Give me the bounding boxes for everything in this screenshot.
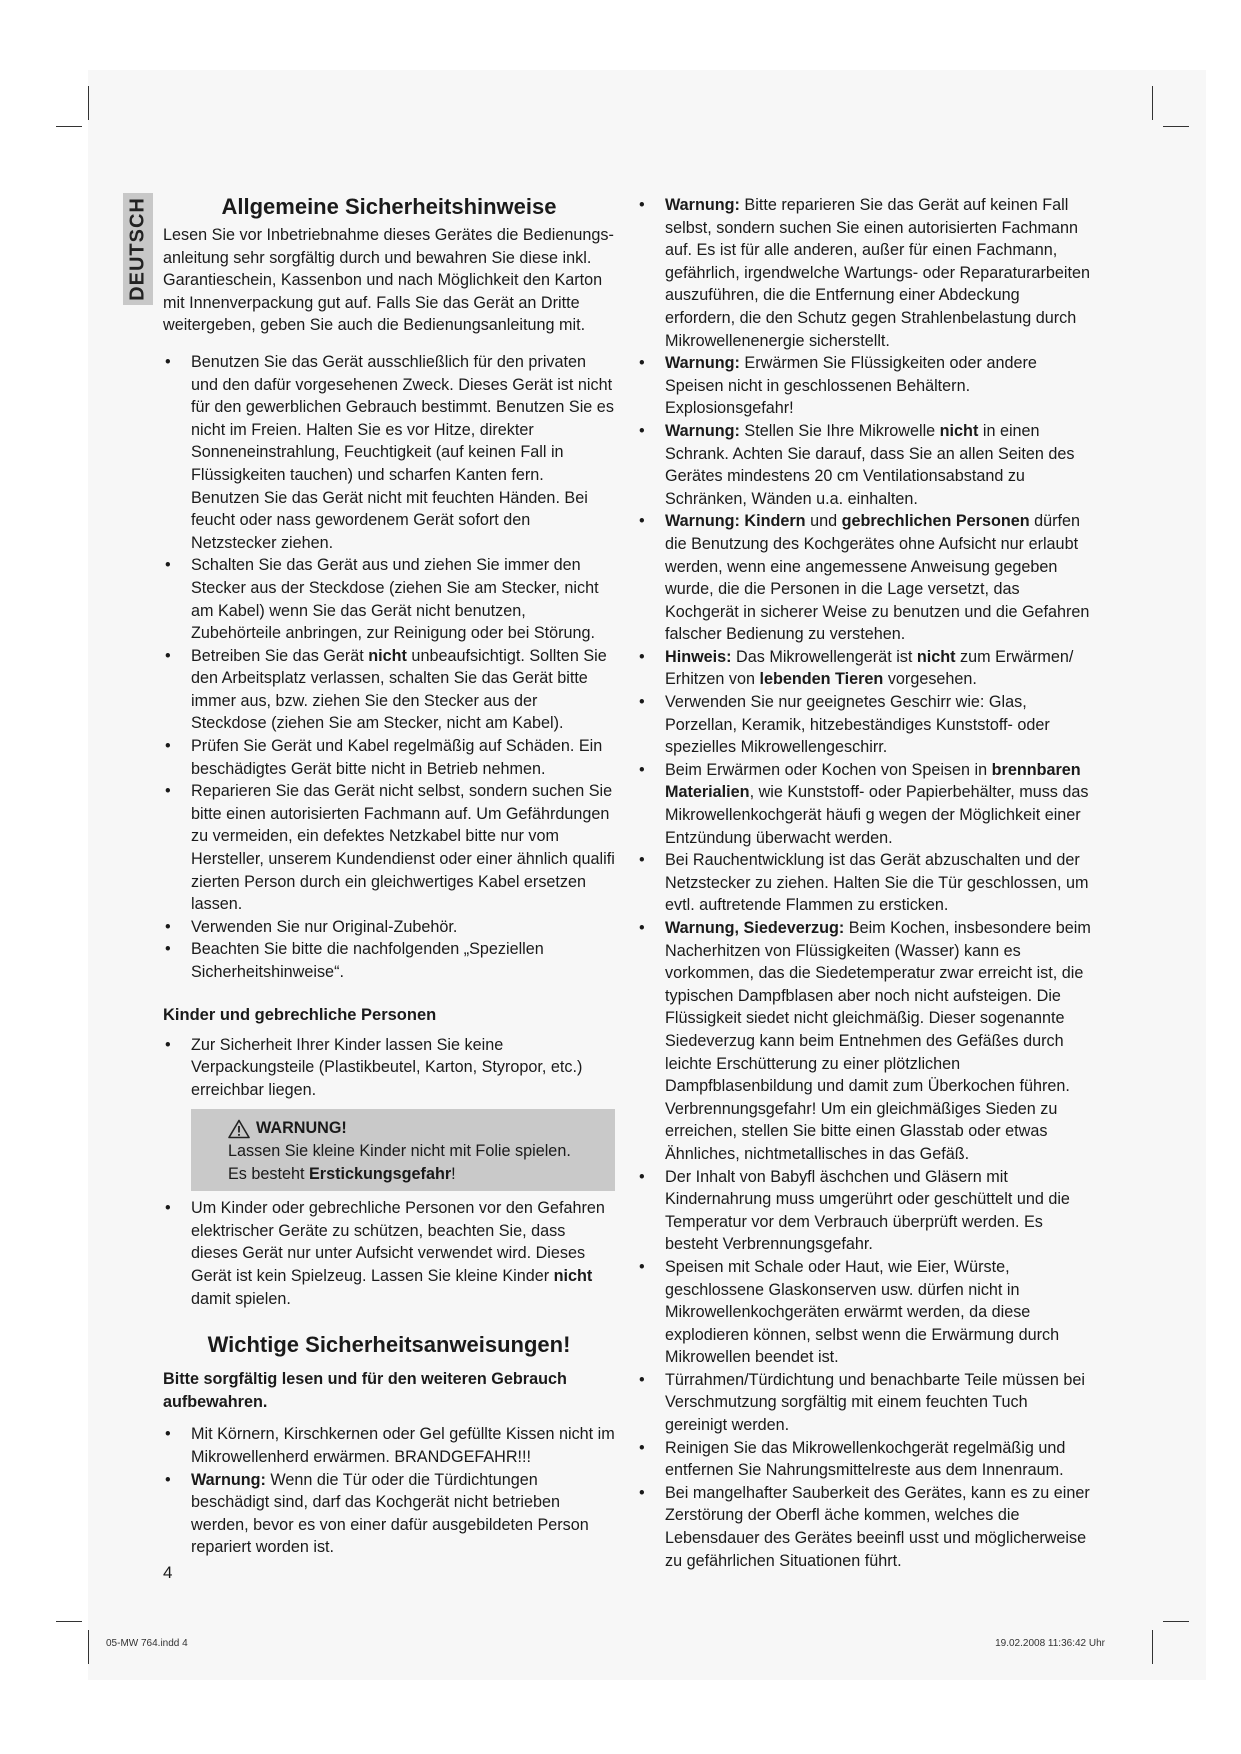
important-safety-list [163, 1423, 615, 1559]
warning-line: Lassen Sie kleine Kinder nicht mit Folie spielen. [228, 1141, 571, 1160]
list-item: • Warnung: Erwärmen Sie Flüssigkeiten oder andere Speisen nicht in geschlossenen Behältern. Explosionsgefahr! [637, 352, 1092, 420]
list-item: • Hinweis: Das Mikrowellengerät ist nicht zum Erwärmen/ Erhitzen von lebenden Tieren vorgesehen. [637, 646, 1092, 691]
list-item: • Verwenden Sie nur Original-Zubehör. [163, 916, 615, 939]
warning-triangle-icon [228, 1119, 250, 1139]
list-item: • Benutzen Sie das Gerät ausschließlich für den privaten und den dafür vorgesehenen Zweck. Dieses Gerät ist nicht für den gewerblichen Gebrauch bestimmt. Benutzen Sie es nicht im Freien. Halten Sie es vor Hitze, direkter Sonneneinstrahlung, Feuchtigkeit (auf keinen Fall in Flüssigkeiten tauchen) und scharfen Kanten fern. Benutzen Sie das Gerät nicht mit feuchten Händen. Bei feucht oder nass gewordenem Gerät sofort den Netzstecker ziehen. [163, 351, 615, 554]
crop-mark [1152, 1630, 1153, 1664]
section-title-important: Wichtige Sicherheitsanweisungen! [207, 1332, 571, 1358]
list-item: • Türrahmen/Türdichtung und benachbarte Teile müssen bei Verschmutzung sorgfältig mit einem feuchten Tuch gereinigt werden. [637, 1369, 1092, 1437]
list-item: • Beim Erwärmen oder Kochen von Speisen in brennbaren Materialien, wie Kunststoff- oder Papierbehälter, muss das Mikrowellenkochgerät häufi g wegen der Möglichkeit einer Entzündung überwacht werden. [637, 759, 1092, 849]
crop-mark [1163, 1621, 1189, 1622]
crop-mark [88, 86, 89, 120]
children-safety-list-2 [163, 1197, 615, 1310]
list-item: • Mit Körnern, Kirschkernen oder Gel gefüllte Kissen nicht im Mikrowellenherd erwärmen. BRANDGEFAHR!!! [163, 1423, 615, 1468]
warning-title: WARNUNG! [228, 1117, 605, 1140]
intro-paragraph: Lesen Sie vor Inbetriebnahme dieses Gerätes die Bedienungsanleitung sehr sorgfältig durch und bewahren Sie diese inkl. Garantieschein, Kassenbon und nach Möglichkeit den Karton mit Innenverpackung gut auf. Falls Sie das Gerät an Dritte weitergeben, geben Sie auch die Bedienungsanleitung mit. [163, 226, 614, 335]
general-safety-list [163, 351, 615, 984]
list-item: • Bei mangelhafter Sauberkeit des Gerätes, kann es zu einer Zerstörung der Oberfl äche kommen, welches die Lebensdauer des Gerätes beeinfl usst und möglicherweise zu gefährlichen Situationen führt. [637, 1482, 1092, 1572]
list-item: • Prüfen Sie Gerät und Kabel regelmäßig auf Schäden. Ein beschädigtes Gerät bitte nicht in Betrieb nehmen. [163, 735, 615, 780]
crop-mark [56, 126, 82, 127]
list-item: • Warnung: Kindern und gebrechlichen Personen dürfen die Benutzung des Kochgerätes ohne Aufsicht nur erlaubt werden, wenn eine angemessene Anweisung gegeben wurde, die die Personen in die Lage versetzt, das Kochgerät in sicherer Weise zu benutzen und die Gefahren falscher Bedienung zu verstehen. [637, 510, 1092, 646]
subsection-title-children: Kinder und gebrechliche Personen [163, 1005, 437, 1024]
language-tab [123, 193, 153, 305]
list-item: • Beachten Sie bitte die nachfolgenden „Speziellen Sicherheitshinweise“. [163, 938, 615, 983]
crop-mark [56, 1621, 82, 1622]
list-item: • Bei Rauchentwicklung ist das Gerät abzuschalten und der Netzstecker zu ziehen. Halten Sie die Tür geschlossen, um evtl. auftretende Flammen zu ersticken. [637, 849, 1092, 917]
microwave-safety-list [637, 194, 1092, 1572]
print-slug-file: 05-MW 764.indd 4 [106, 1638, 188, 1649]
list-item: • Um Kinder oder gebrechliche Personen vor den Gefahren elektrischer Geräte zu schützen, beachten Sie, dass dieses Gerät nur unter Aufsicht verwendet wird. Dieses Gerät ist kein Spielzeug. Lassen Sie kleine Kinder nicht damit spielen. [163, 1197, 615, 1310]
print-slug-date: 19.02.2008 11:36:42 Uhr [995, 1638, 1105, 1649]
list-item: • Verwenden Sie nur geeignetes Geschirr wie: Glas, Porzellan, Keramik, hitzebeständiges Kunststoff- oder spezielles Mikrowellengeschirr. [637, 691, 1092, 759]
children-safety-list [163, 1034, 615, 1102]
language-tab-label: DEUTSCH [126, 197, 149, 301]
left-column [163, 194, 615, 1559]
list-item: • Reinigen Sie das Mikrowellenkochgerät regelmäßig und entfernen Sie Nahrungsmittelreste aus dem Innenraum. [637, 1437, 1092, 1482]
crop-mark [1163, 126, 1189, 127]
lead-paragraph: Bitte sorgfältig lesen und für den weiteren Gebrauch aufbewahren. [163, 1370, 567, 1411]
warning-box [191, 1109, 615, 1191]
crop-mark [88, 1630, 89, 1664]
list-item: • Speisen mit Schale oder Haut, wie Eier, Würste, geschlossene Glaskonserven usw. dürfen nicht in Mikrowellenkochgeräten erwärmt werden, da diese explodieren können, selbst wenn die Erwärmung durch Mikrowellen beendet ist. [637, 1256, 1092, 1369]
list-item: • Der Inhalt von Babyfl äschchen und Gläsern mit Kindernahrung muss umgerührt oder geschüttelt und die Temperatur vor dem Verbrauch überprüft werden. Es besteht Verbrennungsgefahr. [637, 1166, 1092, 1256]
list-item: • Warnung: Stellen Sie Ihre Mikrowelle nicht in einen Schrank. Achten Sie darauf, dass Sie an allen Seiten des Gerätes mindestens 20 cm Ventilationsabstand zu Schränken, Wänden u.a. einhalten. [637, 420, 1092, 510]
warning-line: Es besteht Erstickungsgefahr! [228, 1164, 456, 1183]
list-item: • Warnung, Siedeverzug: Beim Kochen, insbesondere beim Nacherhitzen von Flüssigkeiten (Wasser) kann es vorkommen, das die Siedetemperatur zwar erreicht ist, die typischen Dampfblasen aber noch nicht aufsteigen. Die Flüssigkeit siedet nicht gleichmäßig. Dieser sogenannte Siedeverzug kann beim Entnehmen des Gefäßes durch leichte Erschütterung zu einer plötzlichen Dampfblasenbildung und damit zum Überkochen führen. Verbrennungsgefahr! Um ein gleichmäßiges Sieden zu erreichen, stellen Sie bitte einen Glasstab oder etwas Ähnliches, nichtmetallisches in das Gefäß. [637, 917, 1092, 1166]
crop-mark [1152, 86, 1153, 120]
section-title-general: Allgemeine Sicherheitshinweise [221, 194, 557, 219]
list-item: • Betreiben Sie das Gerät nicht unbeaufsichtigt. Sollten Sie den Arbeitsplatz verlassen, schalten Sie das Gerät bitte immer aus, bzw. ziehen Sie den Stecker aus der Steckdose (ziehen Sie am Stecker, nicht am Kabel). [163, 645, 615, 735]
list-item: • Schalten Sie das Gerät aus und ziehen Sie immer den Stecker aus der Steckdose (ziehen Sie am Stecker, nicht am Kabel) wenn Sie das Gerät nicht benutzen, Zubehörteile anbringen, zur Reinigung oder bei Störung. [163, 554, 615, 644]
list-item: • Warnung: Bitte reparieren Sie das Gerät auf keinen Fall selbst, sondern suchen Sie einen autorisierten Fachmann auf. Es ist für alle anderen, außer für einen Fachmann, gefährlich, irgendwelche Wartungs- oder Reparaturarbeiten auszuführen, die die Entfernung einer Abdeckung erfordern, die den Schutz gegen Strahlenbelastung durch Mikrowellenenergie sicherstellt. [637, 194, 1092, 352]
right-column [637, 194, 1092, 1572]
page-number: 4 [163, 1563, 173, 1582]
list-item: • Zur Sicherheit Ihrer Kinder lassen Sie keine Verpackungsteile (Plastikbeutel, Karton, Styropor, etc.) erreichbar liegen. [163, 1034, 615, 1102]
list-item: • Warnung: Wenn die Tür oder die Türdichtungen beschädigt sind, darf das Kochgerät nicht betrieben werden, bevor es von einer dafür ausgebildeten Person repariert worden ist. [163, 1469, 615, 1559]
list-item: • Reparieren Sie das Gerät nicht selbst, sondern suchen Sie bitte einen autorisierten Fachmann auf. Um Gefährdungen zu vermeiden, ein defektes Netzkabel bitte nur vom Hersteller, unserem Kundendienst oder einer ähnlich qualifi zierten Person durch ein gleichwertiges Kabel ersetzen lassen. [163, 780, 615, 916]
